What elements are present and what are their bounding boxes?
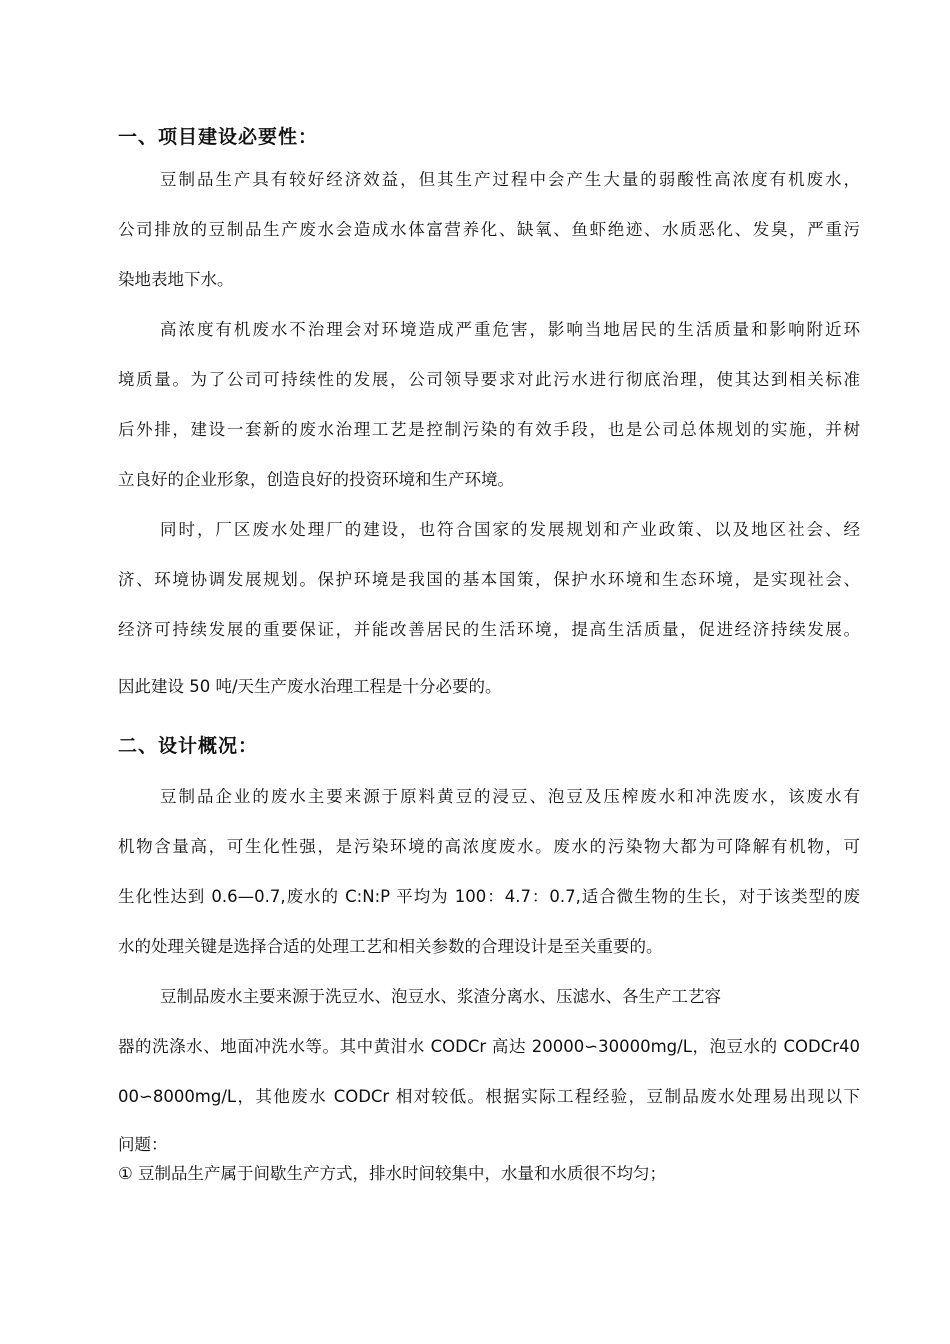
paragraph-line: 公司排放的豆制品生产废水会造成水体富营养化、缺氧、鱼虾绝迹、水质恶化、发臭，严重污 xyxy=(118,220,860,239)
paragraph-line: 境质量。为了公司可持续性的发展，公司领导要求对此污水进行彻底治理，使其达到相关标准 xyxy=(118,370,860,389)
paragraph-line: 济、环境协调发展规划。保护环境是我国的基本国策，保护水环境和生态环境，是实现社会、 xyxy=(118,570,860,589)
list-item: ① 豆制品生产属于间歇生产方式，排水时间较集中，水量和水质很不均匀； xyxy=(118,1164,667,1183)
paragraph-line: 生化性达到 0.6—0.7,废水的 C:N:P 平均为 100：4.7：0.7,适合微生物的生长，对于该类型的废 xyxy=(118,887,860,906)
paragraph-line: 00∽8000mg/L，其他废水 CODCr 相对较低。根据实际工程经验，豆制品废水处理易出现以下 xyxy=(118,1087,860,1106)
paragraph-line: 豆制品废水主要来源于洗豆水、泡豆水、浆渣分离水、压滤水、各生产工艺容 xyxy=(160,987,721,1006)
paragraph-line: 机物含量高，可生化性强，是污染环境的高浓度废水。废水的污染物大都为可降解有机物，可 xyxy=(118,837,860,856)
paragraph-line: 后外排，建设一套新的废水治理工艺是控制污染的有效手段，也是公司总体规划的实施，并树 xyxy=(118,420,860,439)
section-1-heading: 一、项目建设必要性： xyxy=(118,126,319,148)
paragraph-line: 染地表地下水。 xyxy=(118,270,234,289)
paragraph-line: 问题： xyxy=(118,1135,168,1154)
paragraph-line: 器的洗涤水、地面冲洗水等。其中黄泔水 CODCr 高达 20000∽30000mg/L，泡豆水的 CODCr40 xyxy=(118,1037,860,1056)
paragraph-line: 豆制品企业的废水主要来源于原料黄豆的浸豆、泡豆及压榨废水和冲洗废水，该废水有 xyxy=(160,787,860,806)
section-2-heading: 二、设计概况： xyxy=(118,735,259,757)
paragraph-line: 因此建设 50 吨/天生产废水治理工程是十分必要的。 xyxy=(118,677,502,696)
paragraph-line: 同时，厂区废水处理厂的建设，也符合国家的发展规划和产业政策、以及地区社会、经 xyxy=(160,520,860,539)
paragraph-line: 高浓度有机废水不治理会对环境造成严重危害，影响当地居民的生活质量和影响附近环 xyxy=(160,320,860,339)
paragraph-line: 水的处理关键是选择合适的处理工艺和相关参数的合理设计是至关重要的。 xyxy=(118,937,663,956)
paragraph-line: 经济可持续发展的重要保证，并能改善居民的生活环境，提高生活质量，促进经济持续发展。 xyxy=(118,620,860,639)
paragraph-line: 豆制品生产具有较好经济效益，但其生产过程中会产生大量的弱酸性高浓度有机废水， xyxy=(160,170,860,189)
paragraph-line: 立良好的企业形象，创造良好的投资环境和生产环境。 xyxy=(118,470,514,489)
